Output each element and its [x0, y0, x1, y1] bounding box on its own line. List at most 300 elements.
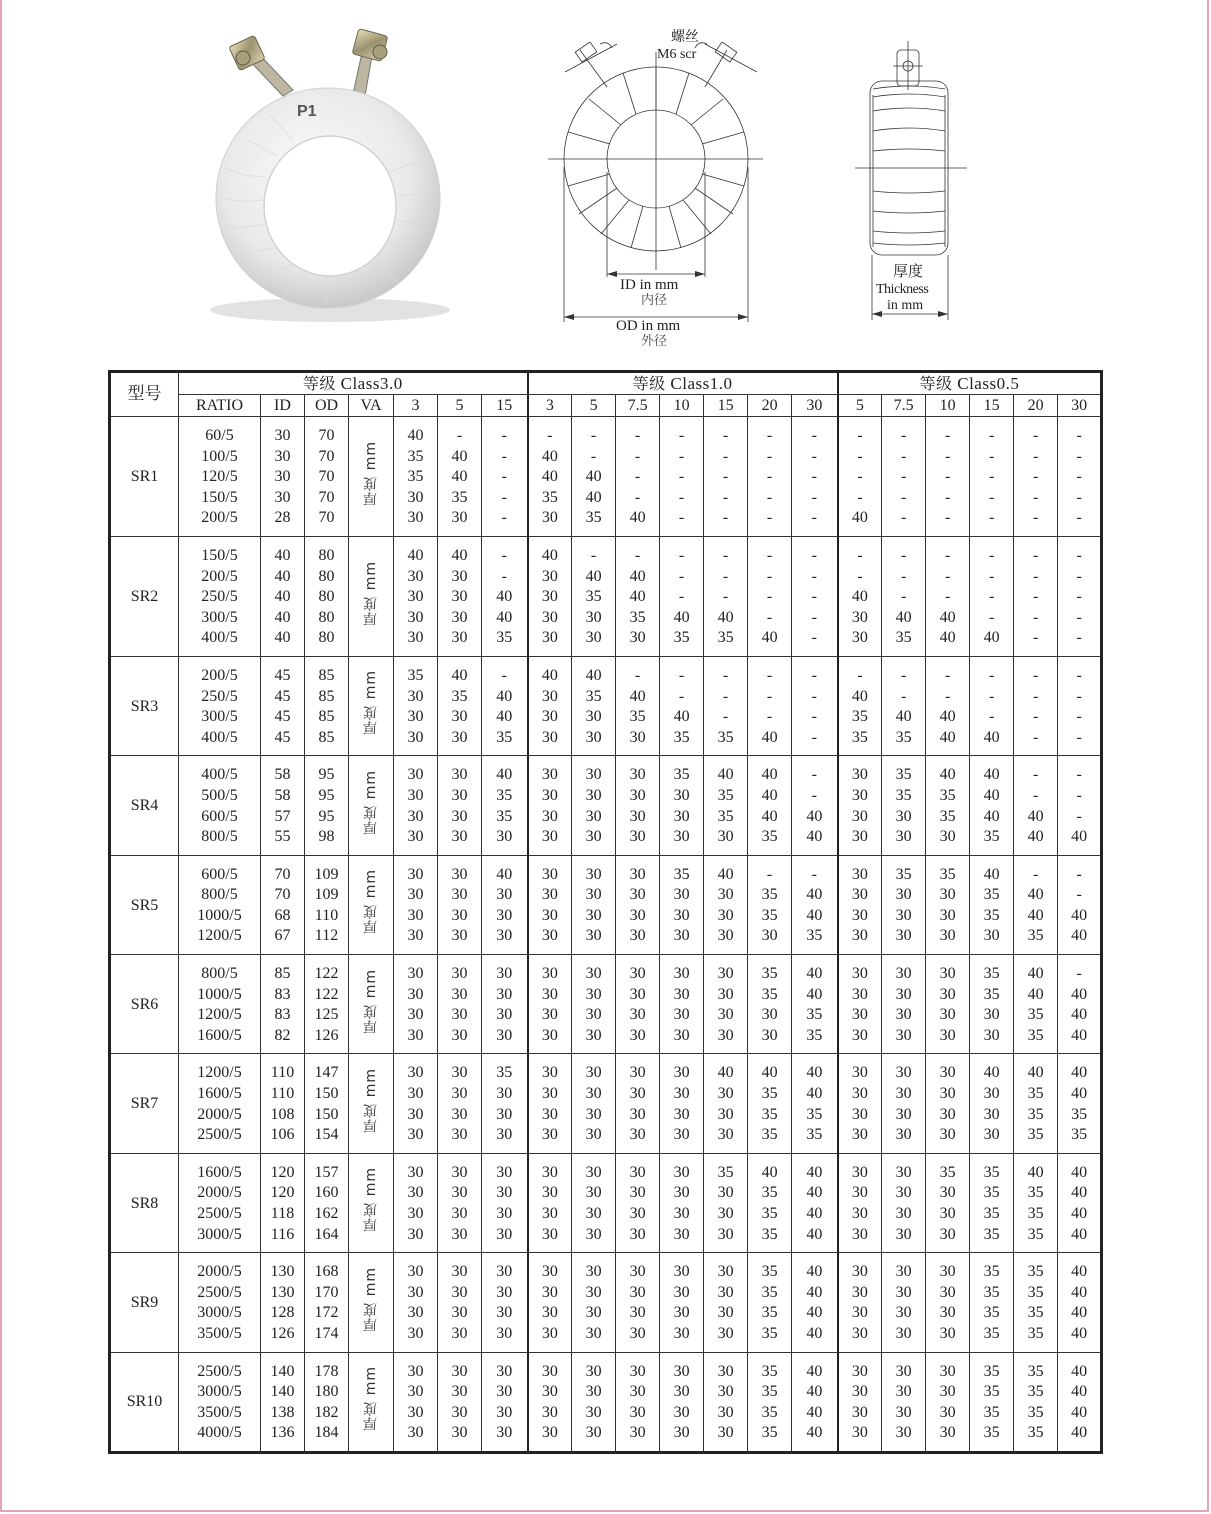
- thickness-c10-cell-value: -: [811, 447, 817, 465]
- thickness-c30-cell-value: 30: [407, 1205, 424, 1222]
- thickness-c10-cell: [616, 1153, 660, 1252]
- thickness-c05-cell-value: 40: [1071, 1424, 1088, 1442]
- thickness-c10-cell: [572, 1352, 616, 1452]
- thickness-c10-cell-value: 30: [585, 1085, 602, 1103]
- ratio-cell-value: 400/5: [201, 728, 238, 746]
- thickness-c05-cell-value: -: [1076, 488, 1082, 506]
- thickness-c10-cell-value: -: [678, 447, 685, 465]
- id-cell-value: 128: [270, 1304, 295, 1322]
- thickness-c05-cell-value: 30: [983, 1085, 1000, 1103]
- thickness-c10-cell-value: 30: [629, 927, 646, 945]
- specification-table: [108, 370, 1103, 1454]
- thickness-c05-cell-value: -: [1032, 468, 1039, 486]
- thickness-c10-cell-value: 30: [541, 1026, 558, 1044]
- thickness-c10-cell-value: 30: [585, 927, 602, 945]
- thickness-c10-cell: [660, 756, 704, 855]
- thickness-c10-cell-value: 30: [541, 828, 558, 846]
- od-cell-value: 70: [318, 509, 335, 527]
- thickness-c10-cell-value: 35: [761, 1383, 778, 1401]
- thickness-c05-cell-value: 30: [851, 1383, 868, 1401]
- screw-label-cn: 螺丝: [671, 29, 699, 45]
- thickness-c10-cell-value: 40: [806, 1304, 823, 1322]
- od-cell-value: 110: [314, 906, 339, 924]
- thickness-c10-cell-value: 30: [673, 1064, 690, 1082]
- thickness-c10-cell-value: 30: [673, 1006, 690, 1024]
- thickness-c10-cell-value: 30: [541, 1105, 558, 1123]
- thickness-c05-cell-value: -: [1032, 447, 1039, 465]
- thickness-c05-cell-value: -: [1076, 427, 1082, 444]
- thickness-c30-cell-value: 30: [496, 1006, 513, 1024]
- thickness-c30-cell-value: 35: [496, 786, 513, 804]
- thickness-c30-cell-value: 30: [407, 1006, 424, 1024]
- thickness-c10-cell-value: 30: [629, 1105, 646, 1123]
- thickness-c05-cell-value: -: [988, 468, 995, 486]
- thickness-c10-cell-value: 30: [541, 608, 558, 626]
- thickness-c10-cell-value: 30: [629, 886, 646, 904]
- thickness-c05-cell-value: 30: [983, 1105, 1000, 1123]
- thickness-c30-cell-value: 30: [407, 708, 424, 726]
- thickness-c05-cell: [970, 536, 1014, 656]
- thickness-label: 厚度 mm: [362, 1167, 379, 1233]
- thickness-c10-cell-value: 30: [541, 807, 558, 825]
- thickness-c10-cell-value: 30: [541, 1403, 558, 1421]
- thickness-c05-cell-value: 40: [1071, 1283, 1088, 1301]
- thickness-c10-cell-value: 30: [541, 1205, 558, 1222]
- id-cell: [261, 1352, 305, 1452]
- thickness-c10-cell: [704, 536, 748, 656]
- thickness-c05-cell: [1014, 1153, 1058, 1252]
- id-cell-value: 85: [274, 965, 291, 983]
- thickness-c30-cell-value: 35: [496, 1064, 513, 1082]
- ratio-cell-value: 3500/5: [197, 1403, 242, 1421]
- thickness-c10-cell-value: 30: [541, 1383, 558, 1401]
- thickness-c05-cell-value: -: [1032, 509, 1039, 527]
- thickness-c05-cell-value: -: [857, 447, 863, 465]
- thickness-c05-cell-value: 30: [851, 965, 868, 983]
- thickness-c10-cell-value: -: [678, 468, 685, 486]
- id-cell-value: 30: [274, 447, 291, 465]
- thickness-c30-cell-value: -: [501, 509, 507, 527]
- thickness-c10-cell-value: 35: [761, 1403, 778, 1421]
- thickness-c05-cell-value: -: [1032, 588, 1039, 606]
- thickness-c10-cell-value: 40: [717, 865, 734, 883]
- od-cell-value: 70: [318, 447, 335, 465]
- od-cell: [305, 536, 349, 656]
- thickness-c05-cell-value: 40: [1071, 1006, 1088, 1024]
- thickness-c10-cell-value: -: [766, 468, 773, 486]
- thickness-c05-cell-value: -: [988, 488, 995, 506]
- thickness-c10-cell-value: 30: [585, 708, 602, 726]
- thickness-c10-cell-value: -: [678, 488, 685, 506]
- thickness-c05-cell: [970, 855, 1014, 954]
- id-cell-value: 70: [274, 886, 291, 904]
- thickness-c30-cell-value: 30: [496, 1205, 513, 1222]
- ratio-cell-value: 300/5: [201, 608, 238, 626]
- id-cell-value: 110: [270, 1064, 295, 1082]
- thickness-c05-cell-value: 30: [939, 828, 956, 846]
- thickness-c10-cell-value: 35: [761, 906, 778, 924]
- thickness-c10-cell-value: 30: [717, 828, 734, 846]
- thickness-c10-cell-value: 40: [806, 1424, 823, 1442]
- thickness-c05-cell-value: 35: [1027, 1026, 1044, 1044]
- va-header-c10-0: 3: [528, 395, 572, 417]
- thickness-c10-cell: [572, 1054, 616, 1153]
- thickness-c05-cell-value: 35: [1027, 1324, 1044, 1342]
- thickness-c05-cell-value: 30: [895, 965, 912, 983]
- thickness-c05-cell-value: 30: [939, 1184, 956, 1202]
- thickness-c10-cell-value: -: [722, 687, 729, 705]
- thickness-c05-cell-value: -: [857, 468, 863, 486]
- od-cell-value: 126: [314, 1026, 339, 1044]
- od-cell-value: 80: [318, 567, 335, 585]
- thickness-c10-cell-value: 30: [541, 588, 558, 606]
- thickness-c10-cell-value: 30: [629, 1184, 646, 1202]
- thickness-c05-cell: [882, 1153, 926, 1252]
- od-cell-value: 174: [314, 1324, 339, 1342]
- thickness-c05-cell-value: -: [1032, 608, 1039, 626]
- thickness-c05-cell-value: -: [857, 488, 863, 506]
- od-label-en: OD in mm: [616, 318, 681, 334]
- thickness-c05-cell-value: 40: [1027, 828, 1044, 846]
- thickness-c30-cell-value: 30: [451, 1184, 468, 1202]
- thickness-c10-cell-value: -: [766, 509, 773, 527]
- thickness-c05-cell-value: 40: [895, 708, 912, 726]
- thickness-c10-cell-value: 40: [806, 1184, 823, 1202]
- thickness-c30-cell-value: 30: [407, 1163, 424, 1181]
- thickness-c10-cell-value: -: [811, 666, 817, 684]
- thickness-c30-cell-value: 30: [496, 1324, 513, 1342]
- thickness-c05-cell-value: 30: [895, 1403, 912, 1421]
- thickness-c10-cell-value: -: [634, 488, 641, 506]
- va-header-c10-1: 5: [572, 395, 616, 417]
- thickness-c10-cell-value: 30: [717, 985, 734, 1003]
- thickness-c30-cell-value: 35: [451, 488, 468, 506]
- thickness-c10-cell-value: 30: [717, 1362, 734, 1380]
- thickness-c10-cell-value: 30: [717, 1383, 734, 1401]
- ratio-cell-value: 200/5: [201, 666, 238, 684]
- thickness-c05-cell-value: 40: [1071, 1163, 1088, 1181]
- thickness-c10-cell-value: 35: [761, 1283, 778, 1301]
- thickness-c10-cell-value: -: [547, 427, 553, 444]
- thickness-c30-cell: [482, 1153, 528, 1252]
- ratio-cell-value: 100/5: [201, 447, 238, 465]
- thickness-c10-cell-value: 30: [541, 985, 558, 1003]
- thickness-c30-cell-value: 30: [407, 927, 424, 945]
- thickness-c05-cell: [1058, 1054, 1102, 1153]
- thickness-c05-cell: [1014, 417, 1058, 537]
- id-header: ID: [261, 395, 305, 417]
- thickness-c05-cell-value: 35: [1027, 1263, 1044, 1281]
- thickness-c30-cell-value: 40: [496, 766, 513, 784]
- id-cell-value: 68: [274, 906, 291, 924]
- thickness-c10-cell-value: 30: [629, 629, 646, 647]
- thickness-c30-cell-value: 30: [451, 927, 468, 945]
- thickness-c30-cell-value: 30: [451, 1126, 468, 1144]
- thickness-c10-cell-value: 35: [629, 708, 646, 726]
- thickness-c05-cell-value: -: [1032, 546, 1039, 564]
- thickness-c10-cell-value: 30: [585, 1263, 602, 1281]
- id-cell-value: 118: [270, 1205, 295, 1222]
- od-cell-value: 98: [318, 828, 335, 846]
- thickness-c10-cell-value: 30: [585, 1006, 602, 1024]
- thickness-c05-cell-value: 35: [983, 1283, 1000, 1301]
- thickness-c05-cell-value: 30: [983, 1026, 1000, 1044]
- thickness-c05-cell-value: -: [1032, 865, 1039, 883]
- model-cell: SR4: [110, 756, 179, 855]
- class-header-0-5: 等级 Class0.5: [838, 372, 1102, 395]
- thickness-c10-cell-value: 30: [673, 1085, 690, 1103]
- thickness-c05-cell-value: 30: [939, 1064, 956, 1082]
- id-cell-value: 40: [274, 567, 291, 585]
- thickness-c05-cell-value: -: [988, 427, 995, 444]
- thickness-c30-cell-value: 30: [451, 567, 468, 585]
- thickness-c05-cell-value: -: [988, 447, 995, 465]
- thickness-c10-cell-value: 35: [806, 1105, 823, 1123]
- thickness-c05-cell: [1058, 417, 1102, 537]
- thickness-c05-cell: [926, 1352, 970, 1452]
- thickness-c05-cell-value: 30: [851, 1105, 868, 1123]
- table-row: [110, 855, 1102, 954]
- ratio-cell: [179, 536, 261, 656]
- thickness-c05-cell-value: 40: [1071, 1064, 1088, 1082]
- thickness-c05-cell: [838, 417, 882, 537]
- thickness-c10-cell-value: 30: [541, 1163, 558, 1181]
- thickness-c10-cell-value: 40: [806, 807, 823, 825]
- thickness-c30-cell-value: 30: [451, 1006, 468, 1024]
- thickness-c10-cell-value: 35: [541, 488, 558, 506]
- thickness-c05-cell-value: 30: [851, 1184, 868, 1202]
- sub-header-row: [110, 395, 1102, 417]
- va-header-c10-4: 15: [704, 395, 748, 417]
- thickness-c10-cell: [748, 756, 792, 855]
- thickness-c05-cell-value: -: [900, 546, 907, 564]
- thickness-c10-cell: [792, 656, 838, 755]
- thickness-c05-cell-value: 30: [895, 1126, 912, 1144]
- thickness-c30-cell-value: 40: [407, 427, 424, 444]
- thickness-c10-cell: [572, 417, 616, 537]
- thickness-c30-cell-value: 40: [496, 708, 513, 726]
- thickness-c10-cell-value: 30: [673, 1026, 690, 1044]
- thickness-c05-cell-value: 30: [851, 608, 868, 626]
- thickness-c05-cell-value: 30: [851, 1324, 868, 1342]
- thickness-c05-cell-value: 35: [1027, 1184, 1044, 1202]
- thickness-c10-cell-value: 30: [717, 1126, 734, 1144]
- thickness-c10-cell-value: 35: [673, 766, 690, 784]
- thickness-c30-cell-value: 30: [407, 687, 424, 705]
- thickness-c10-cell: [616, 1352, 660, 1452]
- thickness-c05-cell-value: -: [1076, 608, 1082, 626]
- thickness-c30-cell-value: -: [501, 666, 507, 684]
- thickness-c05-cell-value: 40: [1071, 1205, 1088, 1222]
- thickness-c10-cell-value: -: [722, 588, 729, 606]
- thickness-c30-cell-value: 30: [496, 1184, 513, 1202]
- od-cell: [305, 1153, 349, 1252]
- thickness-c05-cell-value: 35: [939, 865, 956, 883]
- thickness-c10-cell: [572, 656, 616, 755]
- ratio-cell-value: 1600/5: [197, 1085, 242, 1103]
- thickness-c10-cell-value: 40: [717, 766, 734, 784]
- thickness-c10-cell-value: 30: [629, 1263, 646, 1281]
- thickness-c05-cell-value: 30: [983, 1006, 1000, 1024]
- thickness-c30-cell-value: 30: [407, 509, 424, 527]
- thickness-c10-cell-value: 30: [585, 1324, 602, 1342]
- thickness-c10-cell-value: -: [634, 546, 641, 564]
- thickness-c05-cell: [838, 1054, 882, 1153]
- thickness-c05-cell-value: -: [1076, 468, 1082, 486]
- ratio-cell: [179, 955, 261, 1054]
- thickness-c10-cell-value: 30: [673, 886, 690, 904]
- thickness-c05-cell-value: 35: [939, 786, 956, 804]
- thickness-c05-cell-value: 40: [1071, 1263, 1088, 1281]
- thickness-c10-cell-value: 40: [761, 1163, 778, 1181]
- terminal-right-icon: [352, 29, 388, 96]
- thickness-c05-cell-value: 35: [1027, 1403, 1044, 1421]
- ratio-cell-value: 1000/5: [197, 906, 242, 924]
- thickness-c10-cell-value: 40: [585, 488, 602, 506]
- thickness-c10-cell: [528, 955, 572, 1054]
- thickness-c05-cell-value: 30: [939, 1424, 956, 1442]
- ratio-cell-value: 2000/5: [197, 1184, 242, 1202]
- thickness-c30-cell-value: -: [501, 546, 507, 564]
- thickness-c05-cell-value: -: [900, 687, 907, 705]
- thickness-c30-cell-value: 30: [451, 828, 468, 846]
- thickness-c10-cell-value: 35: [761, 1085, 778, 1103]
- thickness-c30-cell-value: 30: [451, 1324, 468, 1342]
- thickness-c10-cell: [572, 1253, 616, 1352]
- thickness-c05-cell: [926, 756, 970, 855]
- thickness-c05-cell-value: 30: [851, 1225, 868, 1243]
- thickness-c05-cell-value: -: [1032, 488, 1039, 506]
- thickness-c10-cell-value: 40: [585, 666, 602, 684]
- od-cell: [305, 1054, 349, 1153]
- thickness-c05-cell-value: 35: [983, 1424, 1000, 1442]
- thickness-c30-cell-value: 30: [407, 1225, 424, 1243]
- thickness-c10-cell-value: 40: [629, 687, 646, 705]
- thickness-c10-cell: [704, 1054, 748, 1153]
- thickness-c10-cell-value: 30: [629, 1085, 646, 1103]
- thickness-c10-cell-value: -: [722, 468, 729, 486]
- thickness-c30-cell: [438, 756, 482, 855]
- thickness-c30-cell-value: 30: [407, 1424, 424, 1442]
- thickness-c10-cell-value: -: [634, 468, 641, 486]
- thickness-c10-cell-value: 30: [629, 766, 646, 784]
- thickness-c10-cell-value: -: [722, 447, 729, 465]
- thickness-c05-cell-value: 40: [1071, 1225, 1088, 1243]
- thickness-c05-cell-value: 35: [1027, 1205, 1044, 1222]
- ratio-cell-value: 3500/5: [197, 1324, 242, 1342]
- thickness-c05-cell-value: 30: [939, 1362, 956, 1380]
- thickness-c05-cell: [882, 1253, 926, 1352]
- thickness-c05-cell-value: 40: [1071, 906, 1088, 924]
- thickness-c10-cell-value: 30: [761, 927, 778, 945]
- thickness-c30-cell-value: 30: [451, 786, 468, 804]
- thickness-c10-cell-value: -: [811, 509, 817, 527]
- thickness-c30-cell-value: 30: [496, 886, 513, 904]
- thickness-c05-cell: [926, 955, 970, 1054]
- thickness-c10-cell: [748, 1352, 792, 1452]
- ratio-cell-value: 60/5: [205, 427, 234, 444]
- thickness-c30-cell-value: 30: [451, 1163, 468, 1181]
- thickness-c05-cell-value: 40: [983, 786, 1000, 804]
- thickness-c05-cell-value: 30: [895, 828, 912, 846]
- thickness-c30-cell: [438, 417, 482, 537]
- thickness-c05-cell-value: 35: [851, 708, 868, 726]
- thickness-c10-cell-value: -: [811, 708, 817, 726]
- thickness-c10-cell-value: 30: [585, 728, 602, 746]
- thickness-c10-cell-value: 30: [585, 608, 602, 626]
- thickness-c05-cell-value: -: [1076, 546, 1082, 564]
- thickness-c05-cell: [970, 1253, 1014, 1352]
- thickness-c10-cell-value: 30: [673, 1205, 690, 1222]
- thickness-c05-cell: [838, 536, 882, 656]
- od-cell-value: 80: [318, 588, 335, 606]
- ratio-cell: [179, 1054, 261, 1153]
- thickness-c05-cell-value: -: [1032, 666, 1039, 684]
- thickness-c05-cell-value: 30: [939, 1383, 956, 1401]
- thickness-c05-cell-value: 30: [851, 807, 868, 825]
- thickness-c10-cell-value: 30: [629, 985, 646, 1003]
- thickness-c05-cell-value: 30: [939, 927, 956, 945]
- thickness-c30-cell-value: 30: [407, 728, 424, 746]
- thickness-c05-cell: [1014, 1352, 1058, 1452]
- thickness-label: 厚度 mm: [362, 1266, 379, 1332]
- od-cell: [305, 756, 349, 855]
- thickness-c05-cell: [1014, 855, 1058, 954]
- od-cell: [305, 1352, 349, 1452]
- id-cell-value: 30: [274, 488, 291, 506]
- od-cell-value: 150: [314, 1085, 339, 1103]
- thickness-c10-cell-value: 40: [761, 786, 778, 804]
- ratio-cell-value: 400/5: [201, 766, 238, 784]
- thickness-c05-cell: [882, 417, 926, 537]
- front-view-diagram: [545, 22, 775, 357]
- thickness-c30-cell-value: 30: [451, 886, 468, 904]
- od-cell-value: 85: [318, 708, 335, 726]
- thickness-c10-cell: [616, 536, 660, 656]
- thickness-c05-cell-value: 35: [983, 985, 1000, 1003]
- thickness-c10-cell: [616, 955, 660, 1054]
- thickness-c10-cell-value: 30: [629, 1383, 646, 1401]
- thickness-label-cell: [349, 417, 394, 537]
- thickness-c30-cell: [438, 955, 482, 1054]
- thickness-c10-cell-value: 30: [629, 786, 646, 804]
- thickness-c05-cell-value: -: [900, 427, 907, 444]
- od-cell-value: 125: [314, 1006, 339, 1024]
- thickness-c30-cell-value: 40: [451, 447, 468, 465]
- thickness-c05-cell-value: 40: [1071, 1362, 1088, 1380]
- thickness-c10-cell-value: 40: [673, 608, 690, 626]
- va-header-c10-3: 10: [660, 395, 704, 417]
- thickness-c10-cell-value: 30: [629, 728, 646, 746]
- thickness-c10-cell-value: 40: [629, 509, 646, 527]
- thickness-c30-cell-value: 30: [496, 1283, 513, 1301]
- thickness-c30-cell-value: 30: [451, 766, 468, 784]
- thickness-c10-cell-value: 30: [541, 1283, 558, 1301]
- thickness-label-cell: [349, 536, 394, 656]
- thickness-c10-cell: [528, 756, 572, 855]
- thickness-c05-cell-value: -: [1076, 766, 1082, 784]
- ratio-cell: [179, 1253, 261, 1352]
- thickness-c30-cell-value: 30: [496, 985, 513, 1003]
- thickness-c30-cell-value: 30: [451, 1383, 468, 1401]
- ratio-cell-value: 1200/5: [197, 1064, 242, 1082]
- thickness-c05-cell-value: 30: [939, 906, 956, 924]
- thickness-c05-cell-value: -: [944, 687, 951, 705]
- thickness-c05-cell-value: -: [988, 588, 995, 606]
- id-cell-value: 40: [274, 629, 291, 647]
- thickness-c30-cell-value: 30: [407, 1085, 424, 1103]
- thickness-c10-cell-value: 40: [541, 468, 558, 486]
